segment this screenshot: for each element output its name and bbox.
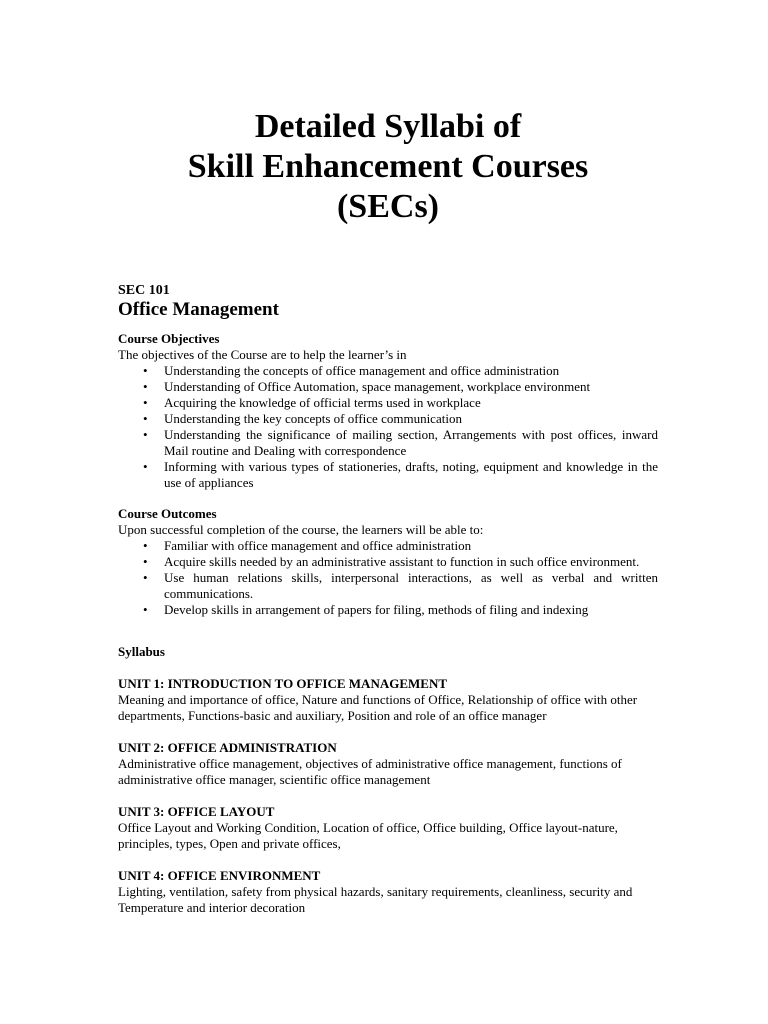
unit-title: UNIT 2: OFFICE ADMINISTRATION: [118, 740, 337, 755]
bullet-icon: •: [143, 459, 148, 474]
list-item: [143, 411, 658, 427]
syllabus-section: [118, 644, 658, 916]
bullet-icon: •: [143, 570, 148, 585]
course-code: SEC 101: [118, 283, 170, 298]
unit-text: Lighting, ventilation, safety from physical hazards, sanitary requirements, cleanliness, security and Temperature and interior decoration: [118, 884, 633, 915]
syllabus-heading: Syllabus: [118, 644, 165, 659]
list-item-text: Understanding the key concepts of office communication: [164, 411, 462, 426]
outcomes-intro: Upon successful completion of the course, the learners will be able to:: [118, 522, 484, 537]
unit-text: Office Layout and Working Condition, Location of office, Office building, Office layout-nature, principles, types, Open and private offices,: [118, 820, 618, 851]
list-item-text: Understanding the significance of mailing section, Arrangements with post offices, inward Mail routine and Dealing with correspondence: [164, 427, 658, 458]
unit-title: UNIT 1: INTRODUCTION TO OFFICE MANAGEMENT: [118, 676, 448, 691]
bullet-icon: •: [143, 538, 148, 553]
list-item-text: Familiar with office management and office administration: [164, 538, 472, 553]
bullet-icon: •: [143, 363, 148, 378]
bullet-icon: •: [143, 554, 148, 569]
list-item: [143, 379, 658, 395]
course-outcomes-section: [118, 506, 658, 618]
list-item-text: Understanding of Office Automation, space management, workplace environment: [164, 379, 591, 394]
title-line: (SECs): [336, 188, 440, 225]
bullet-icon: •: [143, 411, 148, 426]
syllabus-unit: [118, 676, 658, 724]
list-item: [143, 554, 658, 570]
objectives-list: [118, 363, 658, 491]
bullet-icon: •: [143, 395, 148, 410]
outcomes-heading: Course Outcomes: [118, 506, 217, 521]
outcomes-list: [118, 538, 658, 618]
list-item-text: Use human relations skills, interpersonal interactions, as well as verbal and written communications.: [164, 570, 658, 601]
bullet-icon: •: [143, 427, 148, 442]
title-line: Skill Enhancement Courses: [187, 148, 589, 185]
list-item-text: Informing with various types of stationeries, drafts, noting, equipment and knowledge in the use of appliances: [164, 459, 658, 490]
list-item-text: Develop skills in arrangement of papers for filing, methods of filing and indexing: [164, 602, 589, 617]
list-item-text: Understanding the concepts of office management and office administration: [164, 363, 560, 378]
course-name: Office Management: [118, 299, 279, 320]
syllabus-unit: [118, 804, 658, 852]
list-item-text: Acquire skills needed by an administrative assistant to function in such office environment.: [164, 554, 640, 569]
list-item: [143, 602, 658, 618]
bullet-icon: •: [143, 379, 148, 394]
list-item: [143, 570, 658, 602]
list-item: [143, 427, 658, 459]
unit-text: Administrative office management, objectives of administrative office management, functions of administrative office manager, scientific office management: [118, 756, 622, 787]
course-objectives-section: [118, 331, 658, 491]
syllabus-unit: [118, 868, 658, 916]
list-item: [143, 395, 658, 411]
bullet-icon: •: [143, 602, 148, 617]
title-line: Detailed Syllabi of: [254, 108, 522, 145]
objectives-intro: The objectives of the Course are to help the learner’s in: [118, 347, 407, 362]
list-item: [143, 538, 658, 554]
syllabus-unit: [118, 740, 658, 788]
document-title: [118, 0, 658, 227]
list-item: [143, 363, 658, 379]
unit-title: UNIT 4: OFFICE ENVIRONMENT: [118, 868, 321, 883]
unit-text: Meaning and importance of office, Nature and functions of Office, Relationship of office with other departments, Functions-basic and auxiliary, Position and role of an office manager: [118, 692, 638, 723]
unit-title: UNIT 3: OFFICE LAYOUT: [118, 804, 275, 819]
list-item: [143, 459, 658, 491]
objectives-heading: Course Objectives: [118, 331, 220, 346]
list-item-text: Acquiring the knowledge of official terms used in workplace: [164, 395, 481, 410]
